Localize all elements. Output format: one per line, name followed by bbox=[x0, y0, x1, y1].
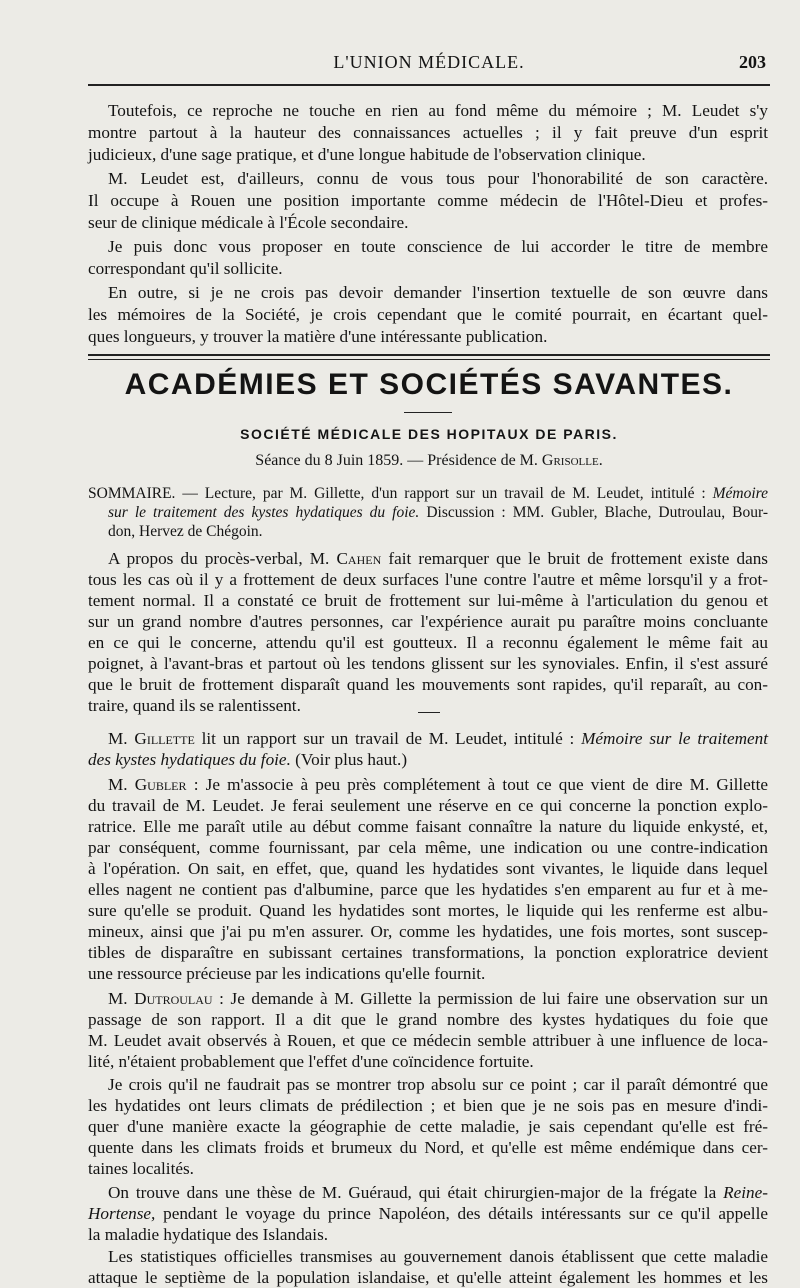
text-line: passage de son rapport. Il a dit que le grand nombre des kystes hydatiques du foie que bbox=[88, 1010, 768, 1029]
text-span: pendant le voyage du prince Napoléon, des détails intéressants sur ce qu'il appelle bbox=[155, 1204, 768, 1223]
sommaire-line: don, Hervez de Chégoin. bbox=[108, 523, 263, 540]
sommaire-title-italic: sur le traitement des kystes hydatiques du foie. bbox=[108, 504, 420, 521]
text-line: traire, quand ils se ralentissent. bbox=[88, 696, 301, 715]
seance-text: Séance du 8 Juin 1859. — Présidence de M. bbox=[255, 452, 542, 469]
text-line: ques longueurs, y trouver la matière d'une intéressante publication. bbox=[88, 327, 548, 346]
section-title: ACADÉMIES ET SOCIÉTÉS SAVANTES. bbox=[124, 368, 734, 401]
text-line: En outre, si je ne crois pas devoir demander l'insertion textuelle de son œuvre dans bbox=[108, 283, 768, 302]
text-line: sur un grand nombre d'autres personnes, car l'expérience aurait pu paraître moins concluante bbox=[88, 612, 768, 631]
ship-name-italic: Reine- bbox=[723, 1183, 768, 1202]
text-span: : Je demande à M. Gillette la permission de lui faire une observation sur un bbox=[212, 989, 768, 1008]
text-line: seur de clinique médicale à l'École secondaire. bbox=[88, 213, 409, 232]
text-line bbox=[108, 728, 768, 749]
running-title: L'UNION MÉDICALE. bbox=[333, 52, 525, 72]
text-line: tous les cas où il y a frottement de deux surfaces l'une contre l'autre et même lorsqu'il y a frot- bbox=[88, 570, 768, 589]
text-line: par conséquent, comme fournissant, par cela même, une indication ou une contre-indication bbox=[88, 838, 768, 857]
text-line: quente dans les climats froids et brumeux du Nord, et qu'elle est même endémique dans cer- bbox=[88, 1138, 768, 1157]
text-span: M. bbox=[108, 989, 135, 1008]
header-rule bbox=[88, 84, 770, 86]
text-line: poignet, à l'avant-bras et partout où les tendons glissent sur les synoviales. Enfin, il s'est assuré bbox=[88, 654, 768, 673]
text-span: On trouve dans une thèse de M. Guéraud, qui était chirurgien-major de la frégate la bbox=[108, 1183, 724, 1202]
text-line: tement normal. Il a constaté ce bruit de frottement sur lui-même à l'articulation du genou et bbox=[88, 591, 768, 610]
speaker-name: Gillette bbox=[134, 729, 195, 748]
text-line: attaque le septième de la population islandaise, et qu'elle atteint également les hommes et les bbox=[88, 1268, 768, 1287]
text-line bbox=[108, 774, 768, 795]
seance-line bbox=[88, 452, 770, 470]
text-line bbox=[108, 988, 768, 1009]
text-line bbox=[108, 548, 768, 569]
text-line: Toutefois, ce reproche ne touche en rien au fond même du mémoire ; M. Leudet s'y bbox=[108, 101, 768, 120]
text-line bbox=[108, 1182, 768, 1203]
ship-name-italic: Hortense, bbox=[88, 1204, 156, 1223]
text-span: (Voir plus haut.) bbox=[290, 750, 408, 769]
text-line: à l'opération. On sait, en effet, que, quand les hydatides sont vivantes, le liquide dans lequel bbox=[88, 859, 768, 878]
page-header bbox=[88, 52, 770, 78]
text-line: Je crois qu'il ne faudrait pas se montrer trop absolu sur ce point ; car il paraît démontré que bbox=[108, 1075, 768, 1094]
text-line: M. Leudet est, d'ailleurs, connu de vous tous pour l'honorabilité de son caractère. bbox=[108, 169, 768, 188]
text-line: montre partout à la hauteur des connaissances actuelles ; il y fait preuve d'un esprit bbox=[88, 123, 768, 142]
italic-title: Mémoire sur le traitement bbox=[581, 729, 768, 748]
text-span: lit un rapport sur un travail de M. Leudet, intitulé : bbox=[194, 729, 582, 748]
sommaire-text: Discussion : MM. Gubler, Blache, Dutroulau, Bour- bbox=[419, 504, 768, 521]
text-line: mineux, ainsi que j'ai pu m'en assurer. Or, comme les hydatides, une fois mortes, sont suscep- bbox=[88, 922, 768, 941]
president-name: Grisolle bbox=[541, 452, 599, 469]
text-line: les hydatides ont leurs climats de prédilection ; et bien que je ne sois pas en mesure d'indi- bbox=[88, 1096, 768, 1115]
italic-title: des kystes hydatiques du foie. bbox=[88, 750, 291, 769]
text-span: M. bbox=[108, 775, 135, 794]
sommaire-title-italic: Mémoire bbox=[712, 485, 768, 502]
text-line: les mémoires de la Société, je crois cependant que le comité pourrait, en écartant quel- bbox=[88, 305, 768, 324]
text-line: lité, n'étaient probablement que l'effet d'une coïncidence fortuite. bbox=[88, 1052, 534, 1071]
society-title: SOCIÉTÉ MÉDICALE DES HOPITAUX DE PARIS. bbox=[240, 426, 618, 442]
sommaire-line bbox=[108, 503, 768, 522]
text-line: Je puis donc vous proposer en toute conscience de lui accorder le titre de membre bbox=[108, 237, 768, 256]
speaker-name: Dutroulau bbox=[134, 989, 213, 1008]
seance-end: . bbox=[598, 452, 603, 469]
text-line: taines localités. bbox=[88, 1159, 194, 1178]
speaker-name: Cahen bbox=[336, 549, 382, 568]
page-number: 203 bbox=[739, 52, 766, 72]
text-line: quer d'une manière exacte la géographie de cette maladie, je sais cependant qu'elle est fré- bbox=[88, 1117, 768, 1136]
text-line bbox=[88, 749, 768, 770]
text-line: M. Leudet avait observés à Rouen, et que ce médecin semble attribuer à une influence de loca- bbox=[88, 1031, 768, 1050]
text-line: sure qu'elle se produit. Quand les hydatides sont mortes, le liquide qui les renferme est albu- bbox=[88, 901, 768, 920]
sommaire-label: SOMMAIRE. bbox=[88, 485, 176, 502]
text-span: A propos du procès-verbal, M. bbox=[108, 549, 337, 568]
separator-dash bbox=[418, 712, 440, 713]
section-rule bbox=[88, 354, 770, 360]
title-underline bbox=[404, 412, 452, 413]
sommaire-text: — Lecture, par M. Gillette, d'un rapport sur un travail de M. Leudet, intitulé : bbox=[175, 485, 713, 502]
text-line: judicieux, d'une sage pratique, et d'une longue habitude de l'observation clinique. bbox=[88, 145, 646, 164]
text-line: une ressource précieuse par les indications qu'elle fournit. bbox=[88, 964, 486, 983]
text-line: du travail de M. Leudet. Je ferai seulement une réserve en ce qui concerne la ponction explo- bbox=[88, 796, 768, 815]
text-line: en ce qui le concerne, attendu qu'il est goutteux. Il a reconnu également le même fait au bbox=[88, 633, 768, 652]
text-line: que le bruit de frottement disparaît quand les mouvements sont rapides, qu'il reparaît, au con- bbox=[88, 675, 768, 694]
text-line: la maladie hydatique des Islandais. bbox=[88, 1225, 329, 1244]
text-line: tibles de disparaître en subissant certaines transformations, la ponction exploratrice devient bbox=[88, 943, 768, 962]
text-span: M. bbox=[108, 729, 135, 748]
text-line: elles nagent ne contient pas d'albumine, parce que les hydatides s'en emparent au fur et à me- bbox=[88, 880, 768, 899]
text-line: Il occupe à Rouen une position importante comme médecin de l'Hôtel-Dieu et profes- bbox=[88, 191, 768, 210]
text-line bbox=[88, 1203, 768, 1224]
text-span: fait remarquer que le bruit de frottement existe dans bbox=[381, 549, 768, 568]
text-line: correspondant qu'il sollicite. bbox=[88, 259, 283, 278]
text-line: ratrice. Elle me paraît utile au début comme faisant connaître la nature du liquide enkysté, et, bbox=[88, 817, 768, 836]
speaker-name: Gubler bbox=[134, 775, 187, 794]
text-span: : Je m'associe à peu près complétement à tout ce que vient de dire M. Gillette bbox=[186, 775, 768, 794]
text-line: Les statistiques officielles transmises au gouvernement danois établissent que cette maladie bbox=[108, 1247, 768, 1266]
sommaire-line bbox=[88, 484, 768, 503]
